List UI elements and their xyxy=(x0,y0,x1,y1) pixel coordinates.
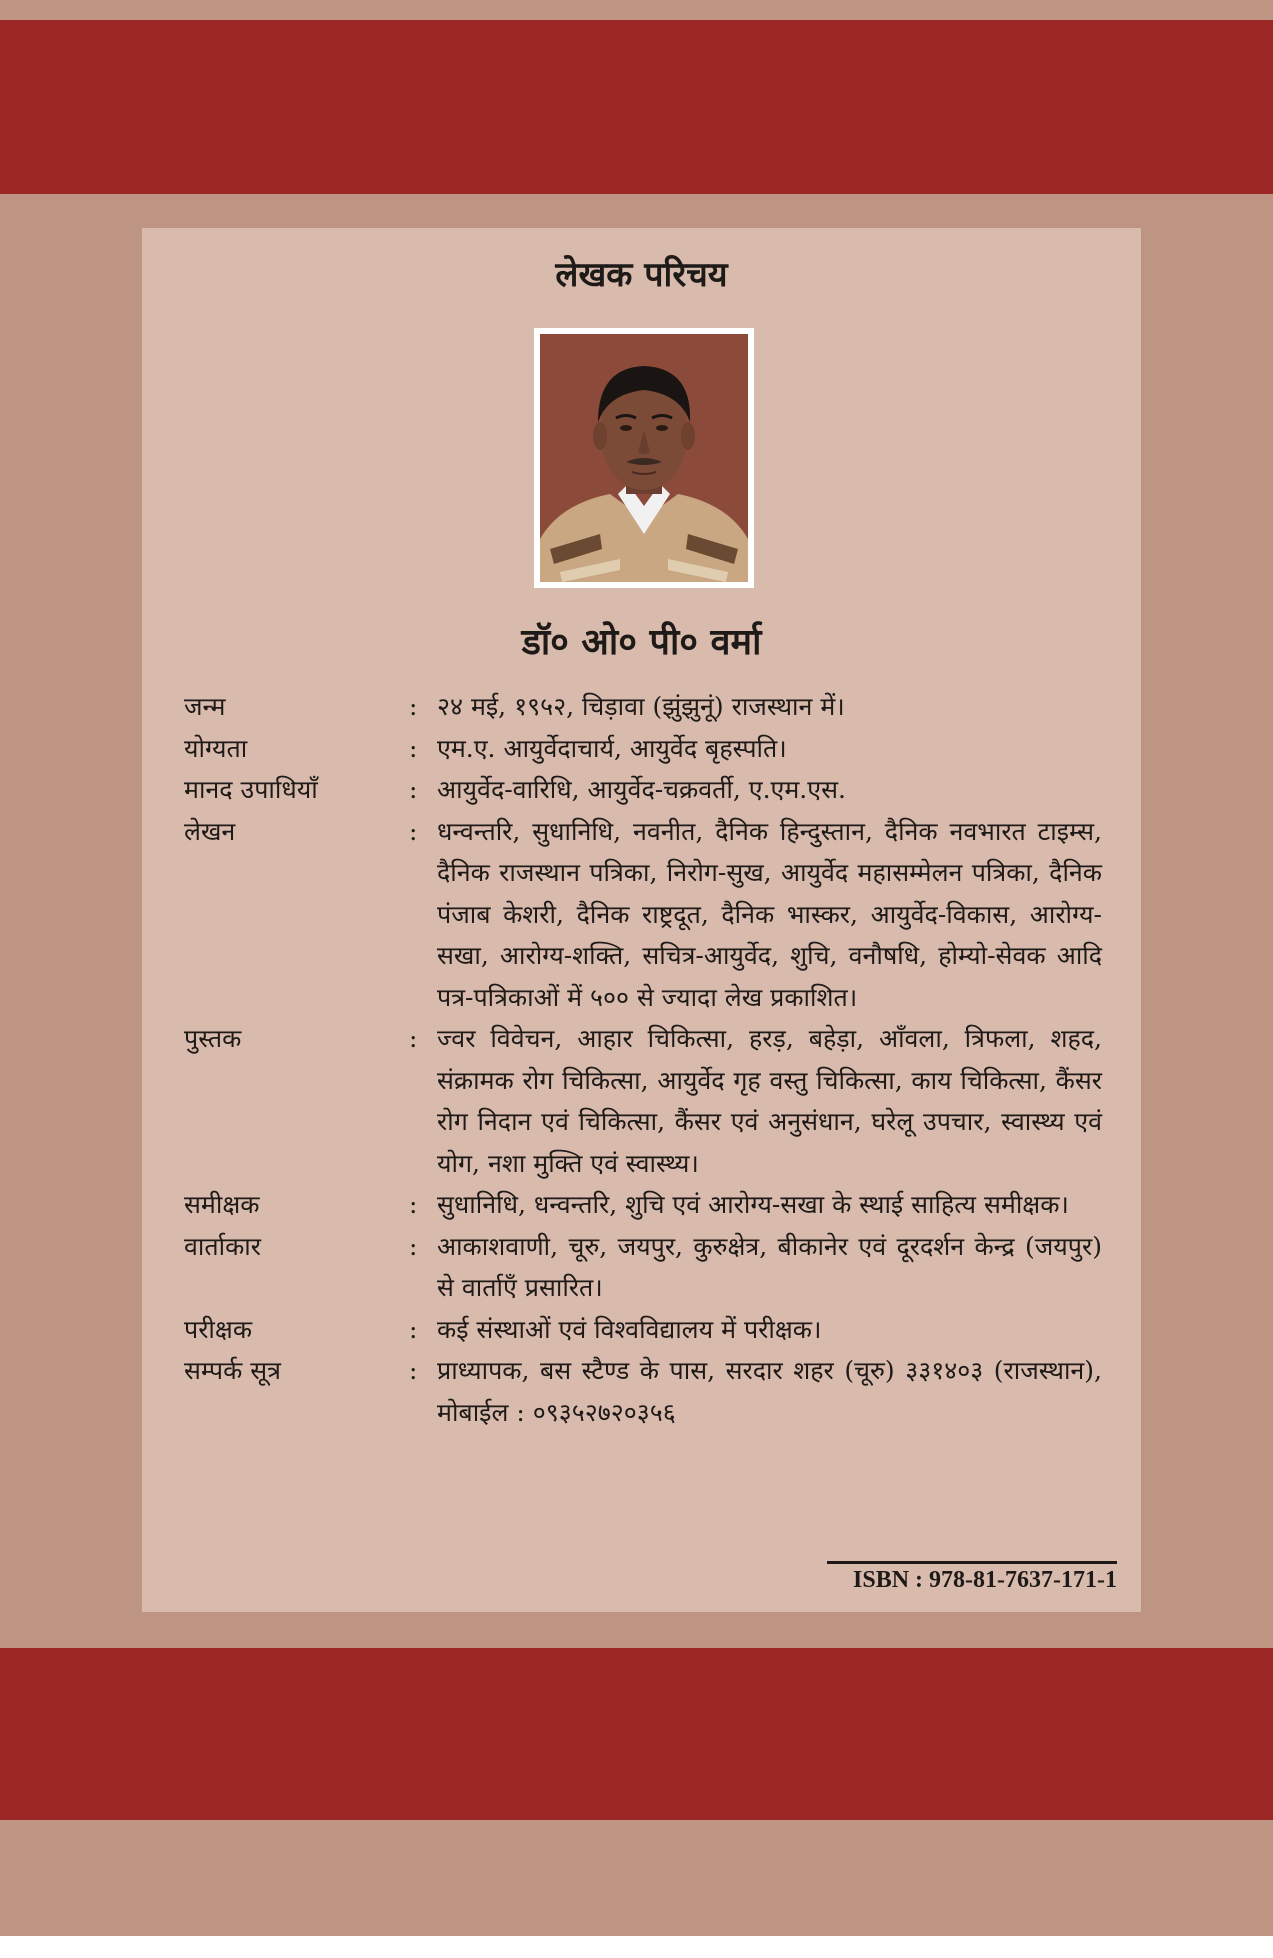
detail-label: जन्म xyxy=(184,692,226,721)
author-name: डॉ० ओ० पी० वर्मा xyxy=(521,621,762,663)
detail-value: २४ मई, १९५२, चिड़ावा (झुंझुनूं) राजस्थान में। xyxy=(437,692,845,721)
detail-row-broadcaster xyxy=(184,1226,1102,1309)
author-photo-frame xyxy=(534,328,754,588)
detail-value: ज्वर विवेचन, आहार चिकित्सा, हरड़, बहेड़ा, आँवला, त्रिफला, शहद, संक्रामक रोग चिकित्सा, आयुर्वेद गृह वस्तु चिकित्सा, काय चिकित्सा, कैंसर रोग निदान एवं चिकित्सा, कैंसर एवं अनुसंधान, घरेलू उपचार, स्वास्थ्य एवं योग, नशा मुक्ति एवं स्वास्थ्य। xyxy=(437,1024,1102,1178)
detail-label: योग्यता xyxy=(184,733,248,763)
detail-row-honorary-titles xyxy=(184,769,1102,811)
detail-separator: : xyxy=(409,1231,418,1261)
detail-separator: : xyxy=(409,692,418,721)
bottom-white-strip xyxy=(0,1936,1273,1958)
detail-label: सम्पर्क सूत्र xyxy=(184,1356,281,1385)
bottom-red-band xyxy=(0,1648,1273,1820)
detail-label: वार्ताकार xyxy=(184,1231,262,1261)
detail-label: लेखन xyxy=(184,816,236,846)
detail-row-reviewer xyxy=(184,1184,1102,1226)
detail-label: मानद उपाधियाँ xyxy=(184,775,318,804)
author-intro-panel xyxy=(142,228,1141,1612)
detail-value: आयुर्वेद-वारिधि, आयुर्वेद-चक्रवर्ती, ए.एम.एस. xyxy=(437,775,846,804)
detail-row-examiner xyxy=(184,1309,1102,1351)
author-portrait-photo xyxy=(540,334,748,582)
detail-row-birth xyxy=(184,686,1102,728)
detail-value: प्राध्यापक, बस स्टैण्ड के पास, सरदार शहर (चूरु) ३३१४०३ (राजस्थान), मोबाईल : ०९३५२७२०३५६ xyxy=(437,1356,1102,1427)
detail-row-writing xyxy=(184,811,1102,1019)
detail-value: कई संस्थाओं एवं विश्वविद्यालय में परीक्षक। xyxy=(437,1314,822,1344)
isbn-number: ISBN : 978-81-7637-171-1 xyxy=(853,1567,1117,1593)
detail-separator: : xyxy=(409,1356,418,1385)
detail-label: समीक्षक xyxy=(184,1190,260,1219)
detail-value: एम.ए. आयुर्वेदाचार्य, आयुर्वेद बृहस्पति। xyxy=(437,733,787,763)
detail-separator: : xyxy=(409,733,418,763)
top-red-band xyxy=(0,20,1273,194)
detail-row-qualification xyxy=(184,728,1102,770)
detail-row-books xyxy=(184,1018,1102,1184)
page-title: लेखक परिचय xyxy=(555,255,728,295)
detail-value: धन्वन्तरि, सुधानिधि, नवनीत, दैनिक हिन्दुस्तान, दैनिक नवभारत टाइम्स, दैनिक राजस्थान पत्रिका, निरोग-सुख, आयुर्वेद महासम्मेलन पत्रिका, दैनिक पंजाब केशरी, दैनिक राष्ट्रदूत, दैनिक भास्कर, आयुर्वेद-विकास, आरोग्य-सखा, आरोग्य-शक्ति, सचित्र-आयुर्वेद, शुचि, वनौषधि, होम्यो-सेवक आदि पत्र-पत्रिकाओं में ५०० से ज्यादा लेख प्रकाशित। xyxy=(437,816,1102,1012)
detail-separator: : xyxy=(409,1024,418,1053)
detail-separator: : xyxy=(409,1190,418,1219)
author-details-list xyxy=(184,686,1102,1433)
detail-value: सुधानिधि, धन्वन्तरि, शुचि एवं आरोग्य-सखा के स्थाई साहित्य समीक्षक। xyxy=(437,1190,1069,1219)
detail-separator: : xyxy=(409,816,418,846)
detail-label: परीक्षक xyxy=(184,1314,253,1344)
detail-separator: : xyxy=(409,775,418,804)
detail-label: पुस्तक xyxy=(184,1024,242,1053)
detail-separator: : xyxy=(409,1314,418,1344)
detail-value: आकाशवाणी, चूरु, जयपुर, कुरुक्षेत्र, बीकानेर एवं दूरदर्शन केन्द्र (जयपुर) से वार्ताएँ प्रसारित। xyxy=(437,1231,1102,1302)
detail-row-contact xyxy=(184,1350,1102,1433)
isbn-block xyxy=(827,1561,1117,1594)
